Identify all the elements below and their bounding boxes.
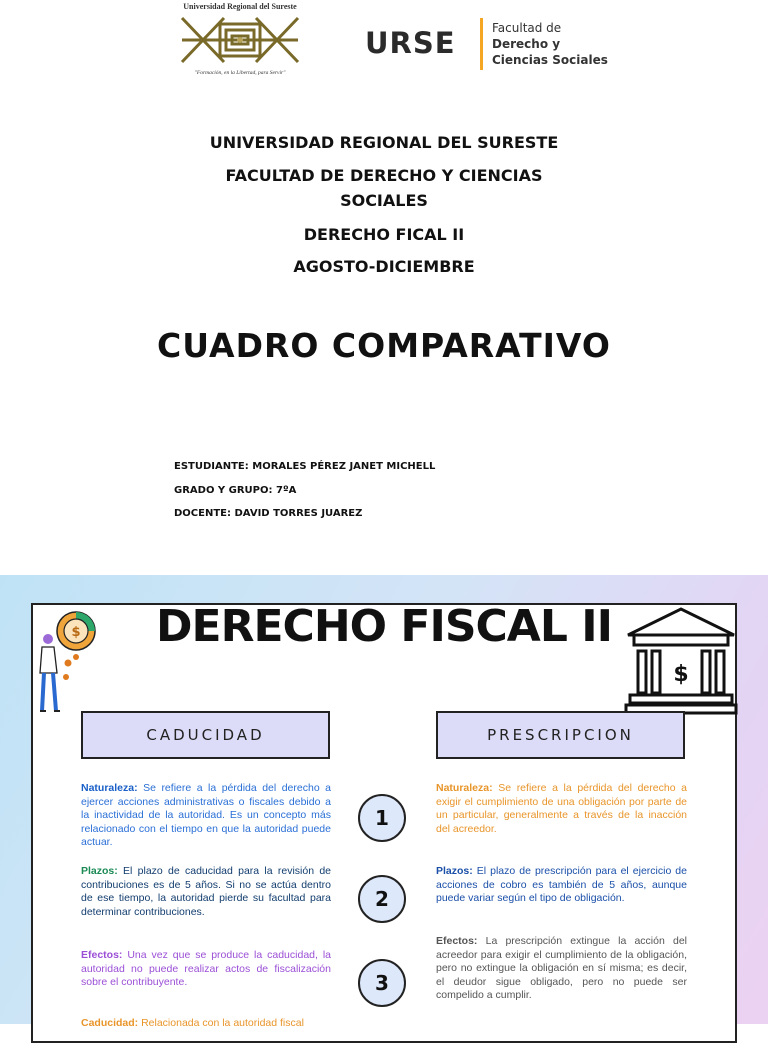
university-logo-name: Universidad Regional del Sureste [183,2,297,11]
coin-symbol: $ [71,625,81,640]
prescripcion-efectos [436,935,687,1003]
urse-faculty-label [492,20,608,68]
caducidad-efectos-label: Efectos: [81,949,123,961]
heading-course: DERECHO FICAL II [303,225,465,244]
university-logo [175,2,305,78]
prescripcion-efectos-text: La prescripción extingue la acción del acreedor para exigir el cumplimiento de la obligación, pero no extingue la obligación en sí misma; es decir, el deudor sigue obligado, pero no puede ser compelido a cumplir. [436,935,687,1001]
heading-period: AGOSTO-DICIEMBRE [293,257,475,276]
step-number-2: 2 [358,875,406,923]
urse-divider [480,18,483,70]
university-emblem-icon [178,12,302,68]
heading-faculty-cont: SOCIALES [340,191,428,210]
caducidad-relacion-label: Caducidad: [81,1017,139,1029]
prescripcion-naturaleza [436,782,687,836]
caducidad-plazos-text: El plazo de caducidad para la revisión de contribuciones es de 5 años. Si no se actúa dentro de ese tiempo, la autoridad pierde su facultad para determinar contribuciones. [81,865,331,918]
document-title: CUADRO COMPARATIVO [157,326,611,365]
urse-faculty-line3: Ciencias Sociales [492,53,608,67]
comparison-poster [0,575,768,1029]
caducidad-plazos [81,865,331,919]
prescripcion-naturaleza-label: Naturaleza: [436,782,493,794]
teacher-line: DOCENTE: DAVID TORRES JUAREZ [174,508,363,519]
student-line: ESTUDIANTE: MORALES PÉREZ JANET MICHELL [174,461,436,472]
caducidad-naturaleza-text: Se refiere a la pérdida del derecho a ejercer acciones administrativas o fiscales debido a la inactividad de la autoridad. Es un concepto más relacionado con el tiempo en que la autoridad puede actuar. [81,782,331,848]
caducidad-naturaleza-label: Naturaleza: [81,782,138,794]
caducidad-efectos-text: Una vez que se produce la caducidad, la autoridad no puede realizar actos de fiscalización sobre el contribuyente. [81,949,331,988]
caducidad-header: CADUCIDAD [81,711,330,759]
group-line: GRADO Y GRUPO: 7ºA [174,485,297,496]
prescripcion-naturaleza-text: Se refiere a la pérdida del derecho a exigir el cumplimiento de una obligación por parte de un particular, generalmente a través de la inacción del acreedor. [436,782,687,835]
caducidad-relacion-text: Relacionada con la autoridad fiscal [138,1017,304,1029]
urse-wordmark: URSE [365,26,456,60]
university-motto: "Formación, en la Libertad, para Servir" [194,70,286,76]
heading-university: UNIVERSIDAD REGIONAL DEL SURESTE [209,133,559,152]
prescripcion-plazos [436,865,687,906]
urse-faculty-line1: Facultad de [492,21,562,35]
caducidad-efectos [81,949,331,990]
bank-dollar-symbol: $ [673,662,689,687]
caducidad-plazos-label: Plazos: [81,865,118,877]
urse-faculty-line2: Derecho y [492,37,561,51]
caducidad-naturaleza [81,782,331,850]
prescripcion-plazos-label: Plazos: [436,865,473,877]
step-number-3: 3 [358,959,406,1007]
prescripcion-plazos-text: El plazo de prescripción para el ejercicio de acciones de cobro es también de 5 años, aunque puede variar según el tipo de obligación. [436,865,687,904]
prescripcion-header: PRESCRIPCION [436,711,685,759]
prescripcion-efectos-label: Efectos: [436,935,478,947]
step-number-1: 1 [358,794,406,842]
poster-heading: DERECHO FISCAL II [156,601,612,652]
heading-faculty: FACULTAD DE DERECHO Y CIENCIAS [225,166,543,185]
